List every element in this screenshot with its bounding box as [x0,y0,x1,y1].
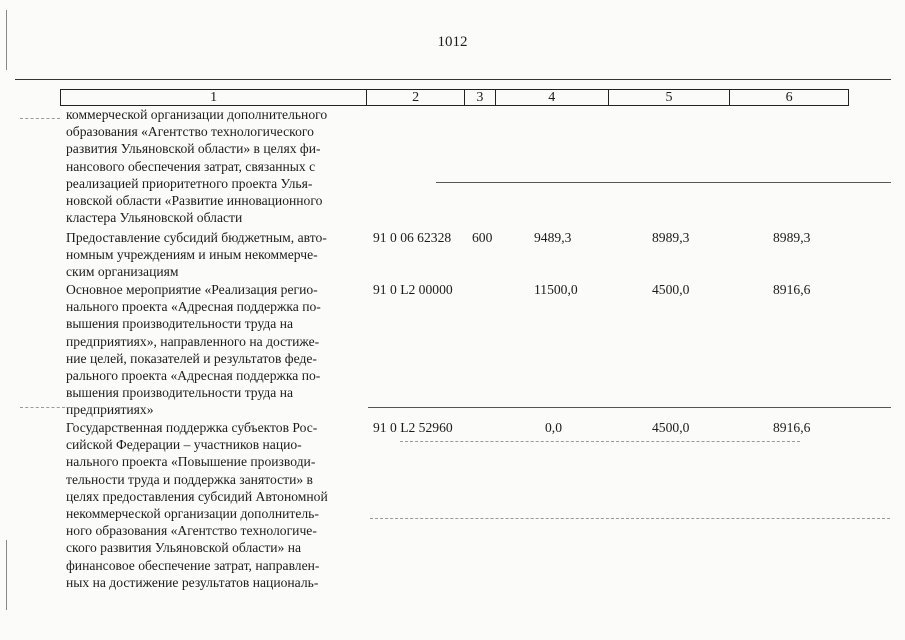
amount-col-4: 11500,0 [534,282,578,297]
row-text-line: развития Ульяновской области» в целях фи- [66,141,321,157]
amount-col-5: 4500,0 [652,420,690,435]
amount-col-5: 8989,3 [652,230,690,245]
row-text-line: вышения производительности труда на [66,316,294,332]
column-header-2: 2 [367,90,465,105]
row-text-line: Государственная поддержка субъектов Рос- [66,420,318,435]
row-text-line: кластера Ульяновской области [66,210,243,226]
row-text-line: образования «Агентство технологического [66,124,314,140]
amount-col-4: 9489,3 [534,230,572,245]
expense-type-code: 600 [472,230,493,245]
row-text-line: ние целей, показателей и результатов феде- [66,350,317,366]
row-text-line: тельности труда и поддержка занятости» в [66,471,313,487]
row-text-line: новской области «Развитие инновационного [66,193,323,209]
scan-artifact-line [370,518,890,519]
amount-col-6: 8916,6 [773,282,811,297]
amount-col-6: 8916,6 [773,420,811,435]
row-text-line: предприятиях», направленного на достиже- [66,333,320,349]
table-row [66,419,363,591]
row-text-line: номным учреждениям и иным некоммерче- [66,247,318,263]
row-text-line: реализацией приоритетного проекта Улья- [66,175,313,191]
row-text-line: ных на достижение результатов националь- [66,574,319,590]
column-header-6: 6 [785,90,793,105]
row-text-line: вышения производительности труда на [66,385,294,401]
table-row [66,281,363,419]
header-rule [15,79,891,80]
row-text-line: целях предоставления субсидий Автономной [66,488,328,504]
row-text-line: коммерческой организации дополнительного [66,107,328,122]
target-article-code: 91 0 L2 00000 [373,282,453,297]
row-text-line: некоммерческой организации дополнитель- [66,506,319,522]
target-article-code: 91 0 L2 52960 [373,420,453,435]
column-header-4: 4 [496,90,609,105]
margin-mark [6,10,7,70]
row-text-line: ского развития Ульяновской области» на [66,540,302,556]
margin-mark [6,540,7,610]
page-number: 1012 [437,34,468,50]
row-text-line: рального проекта «Адресная поддержка по- [66,368,321,384]
row-text-line: сийской Федерации – участников нацио- [66,437,302,453]
column-header-3: 3 [465,90,496,105]
table-row [66,229,363,281]
row-text-line: предприятиях» [66,402,154,418]
scan-artifact-line [368,407,891,408]
table-row [66,106,363,226]
scan-artifact-line [436,182,891,183]
column-header-5: 5 [609,90,731,105]
table-header-row [60,89,849,106]
amount-col-4: 0,0 [545,420,562,435]
target-article-code: 91 0 06 62328 [373,230,452,245]
row-text-line: Предоставление субсидий бюджетным, авто- [66,230,327,245]
column-header-1: 1 [61,90,367,105]
scan-artifact-line [20,407,65,408]
row-text-line: ским организациям [66,264,179,280]
row-text-line: нансового обеспечения затрат, связанных с [66,158,316,174]
amount-col-6: 8989,3 [773,230,811,245]
row-text-line: финансовое обеспечение затрат, направлен- [66,557,320,573]
scan-artifact-line [400,441,800,442]
row-text-line: ного образования «Агентство технологиче- [66,523,317,539]
row-text-line: нального проекта «Адресная поддержка по- [66,299,321,315]
row-text-line: нального проекта «Повышение производи- [66,454,316,470]
row-text-line: Основное мероприятие «Реализация регио- [66,282,318,297]
scan-artifact-line [20,118,60,119]
amount-col-5: 4500,0 [652,282,690,297]
